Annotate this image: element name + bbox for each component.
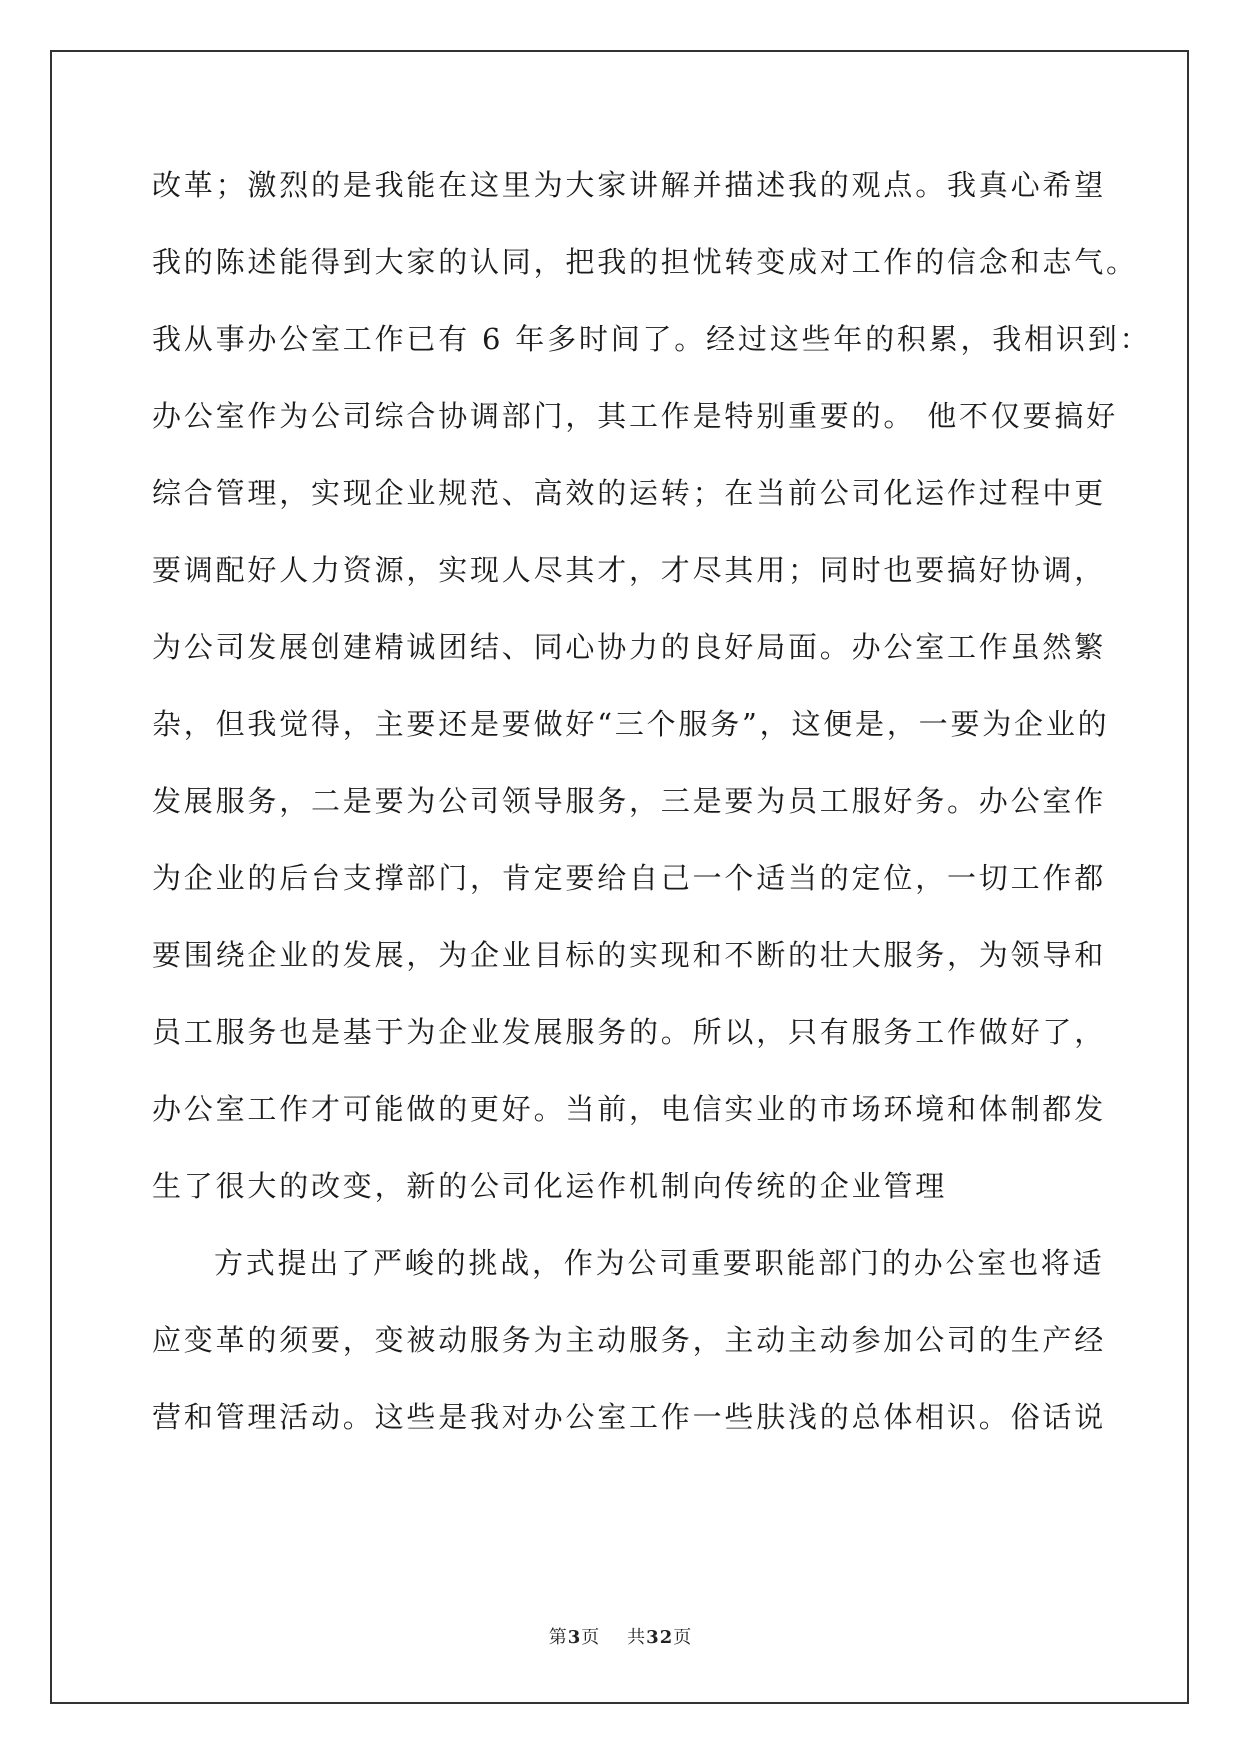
total-prefix: 共 <box>627 1627 647 1648</box>
total-pages: 32 <box>646 1627 674 1648</box>
text-line-14: 生了很大的改变，新的公司化运作机制向传统的企业管理 <box>152 1169 948 1203</box>
page-suffix: 页 <box>581 1627 601 1648</box>
text-line-15: 方式提出了严峻的挑战，作为公司重要职能部门的办公室也将适 <box>214 1246 1105 1280</box>
page-prefix: 第 <box>548 1627 568 1648</box>
text-line-1: 改革；激烈的是我能在这里为大家讲解并描述我的观点。我真心希望 <box>152 168 1107 202</box>
text-line-6: 要调配好人力资源，实现人尽其才，才尽其用；同时也要搞好协调， <box>152 553 1107 587</box>
text-line-10: 为企业的后台支撑部门，肯定要给自己一个适当的定位，一切工作都 <box>152 861 1107 895</box>
text-line-12: 员工服务也是基于为企业发展服务的。所以，只有服务工作做好了， <box>152 1015 1107 1049</box>
page-footer <box>0 1626 1241 1650</box>
text-line-7: 为公司发展创建精诚团结、同心协力的良好局面。办公室工作虽然繁 <box>152 630 1107 664</box>
text-line-3: 我从事办公室工作已有 6 年多时间了。经过这些年的积累，我相识到： <box>152 322 1152 356</box>
text-line-2: 我的陈述能得到大家的认同，把我的担忧转变成对工作的信念和志气。 <box>152 245 1138 279</box>
text-line-13: 办公室工作才可能做的更好。当前，电信实业的市场环境和体制都发 <box>152 1092 1107 1126</box>
text-line-8: 杂，但我觉得，主要还是要做好“三个服务”，这便是，一要为企业的 <box>152 707 1110 741</box>
text-line-4: 办公室作为公司综合协调部门，其工作是特别重要的。 他不仅要搞好 <box>152 399 1119 433</box>
text-line-11: 要围绕企业的发展，为企业目标的实现和不断的壮大服务，为领导和 <box>152 938 1107 972</box>
text-line-16: 应变革的须要，变被动服务为主动服务，主动主动参加公司的生产经 <box>152 1323 1107 1357</box>
total-suffix: 页 <box>673 1627 693 1648</box>
text-line-17: 营和管理活动。这些是我对办公室工作一些肤浅的总体相识。俗话说 <box>152 1400 1107 1434</box>
text-line-5: 综合管理，实现企业规范、高效的运转；在当前公司化运作过程中更 <box>152 476 1107 510</box>
page-number: 3 <box>567 1627 582 1648</box>
text-line-9: 发展服务，二是要为公司领导服务，三是要为员工服好务。办公室作 <box>152 784 1107 818</box>
